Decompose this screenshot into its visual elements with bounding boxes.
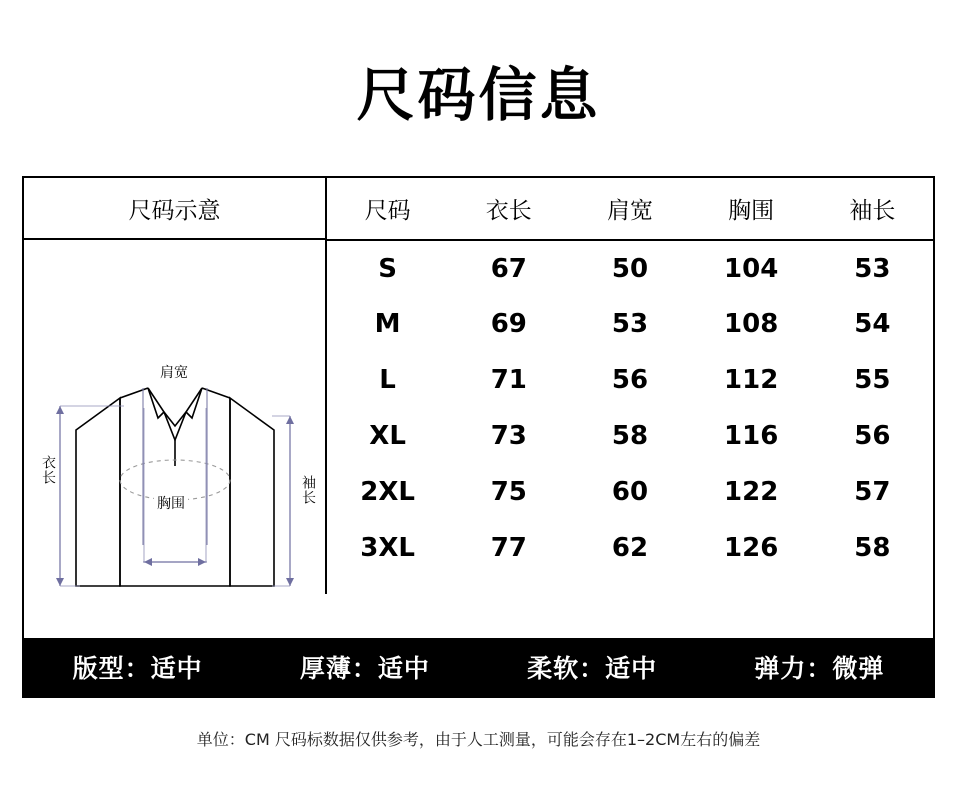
size-table-main xyxy=(24,178,933,594)
table-row xyxy=(327,240,933,296)
cell-length: 75 xyxy=(490,477,527,507)
table-row xyxy=(327,352,933,408)
cell-size: M xyxy=(374,309,401,339)
diagram-header: 尺码示意 xyxy=(24,178,325,240)
size-column xyxy=(327,178,933,594)
cell-bust: 112 xyxy=(724,365,779,395)
cell-shoulder: 62 xyxy=(611,533,649,563)
column-header-bust: 胸围 xyxy=(691,178,812,240)
cell-length: 73 xyxy=(490,421,527,451)
column-header-size: 尺码 xyxy=(327,178,448,240)
attribute-fit: 版型：适中 xyxy=(72,654,203,683)
column-header-length: 衣长 xyxy=(448,178,569,240)
cell-shoulder: 56 xyxy=(611,365,649,395)
measurement-footnote: 单位：CM 尺码标数据仅供参考，由于人工测量，可能会存在1–2CM左右的偏差 xyxy=(196,730,761,749)
attribute-thickness: 厚薄：适中 xyxy=(299,654,430,683)
size-table-container xyxy=(22,176,935,698)
table-bottom-spacer xyxy=(24,594,933,638)
cell-sleeve: 54 xyxy=(854,309,891,339)
cell-bust: 116 xyxy=(724,421,779,451)
cell-length: 71 xyxy=(490,365,527,395)
cell-size: 2XL xyxy=(360,477,415,507)
cell-length: 77 xyxy=(490,533,527,563)
cell-shoulder: 50 xyxy=(611,253,649,284)
table-header-row xyxy=(327,178,933,240)
table-row xyxy=(327,464,933,520)
cell-length: 69 xyxy=(490,309,527,339)
cell-size: S xyxy=(378,253,397,284)
cell-shoulder: 60 xyxy=(611,477,649,507)
attribute-bar xyxy=(24,638,933,696)
cell-size: 3XL xyxy=(360,533,415,563)
cell-bust: 122 xyxy=(724,477,779,507)
garment-diagram xyxy=(24,240,325,594)
cell-sleeve: 57 xyxy=(854,477,891,507)
cell-shoulder: 53 xyxy=(611,309,649,339)
table-row xyxy=(327,520,933,576)
cell-size: L xyxy=(379,365,396,395)
page-title: 尺码信息 xyxy=(356,61,601,129)
column-header-shoulder: 肩宽 xyxy=(569,178,690,240)
diagram-label-bust: 胸围 xyxy=(154,493,188,513)
diagram-label-length: 衣长 xyxy=(40,455,56,485)
diagram-column xyxy=(24,178,327,594)
table-row xyxy=(327,296,933,352)
cell-length: 67 xyxy=(490,253,527,284)
cell-bust: 104 xyxy=(724,253,779,284)
cell-size: XL xyxy=(369,421,406,451)
cell-sleeve: 58 xyxy=(854,533,891,563)
cell-shoulder: 58 xyxy=(611,421,649,451)
diagram-label-sleeve: 袖长 xyxy=(300,475,316,505)
polo-shirt-illustration xyxy=(24,240,325,594)
cell-sleeve: 56 xyxy=(854,421,891,451)
size-table xyxy=(327,178,933,576)
table-row xyxy=(327,408,933,464)
cell-sleeve: 53 xyxy=(854,253,891,284)
diagram-label-shoulder: 肩宽 xyxy=(160,365,188,381)
attribute-softness: 柔软：适中 xyxy=(527,654,658,683)
cell-sleeve: 55 xyxy=(854,365,891,395)
attribute-elasticity: 弹力：微弹 xyxy=(754,654,885,683)
cell-bust: 108 xyxy=(724,309,779,339)
cell-bust: 126 xyxy=(724,533,779,563)
column-header-sleeve: 袖长 xyxy=(812,178,933,240)
